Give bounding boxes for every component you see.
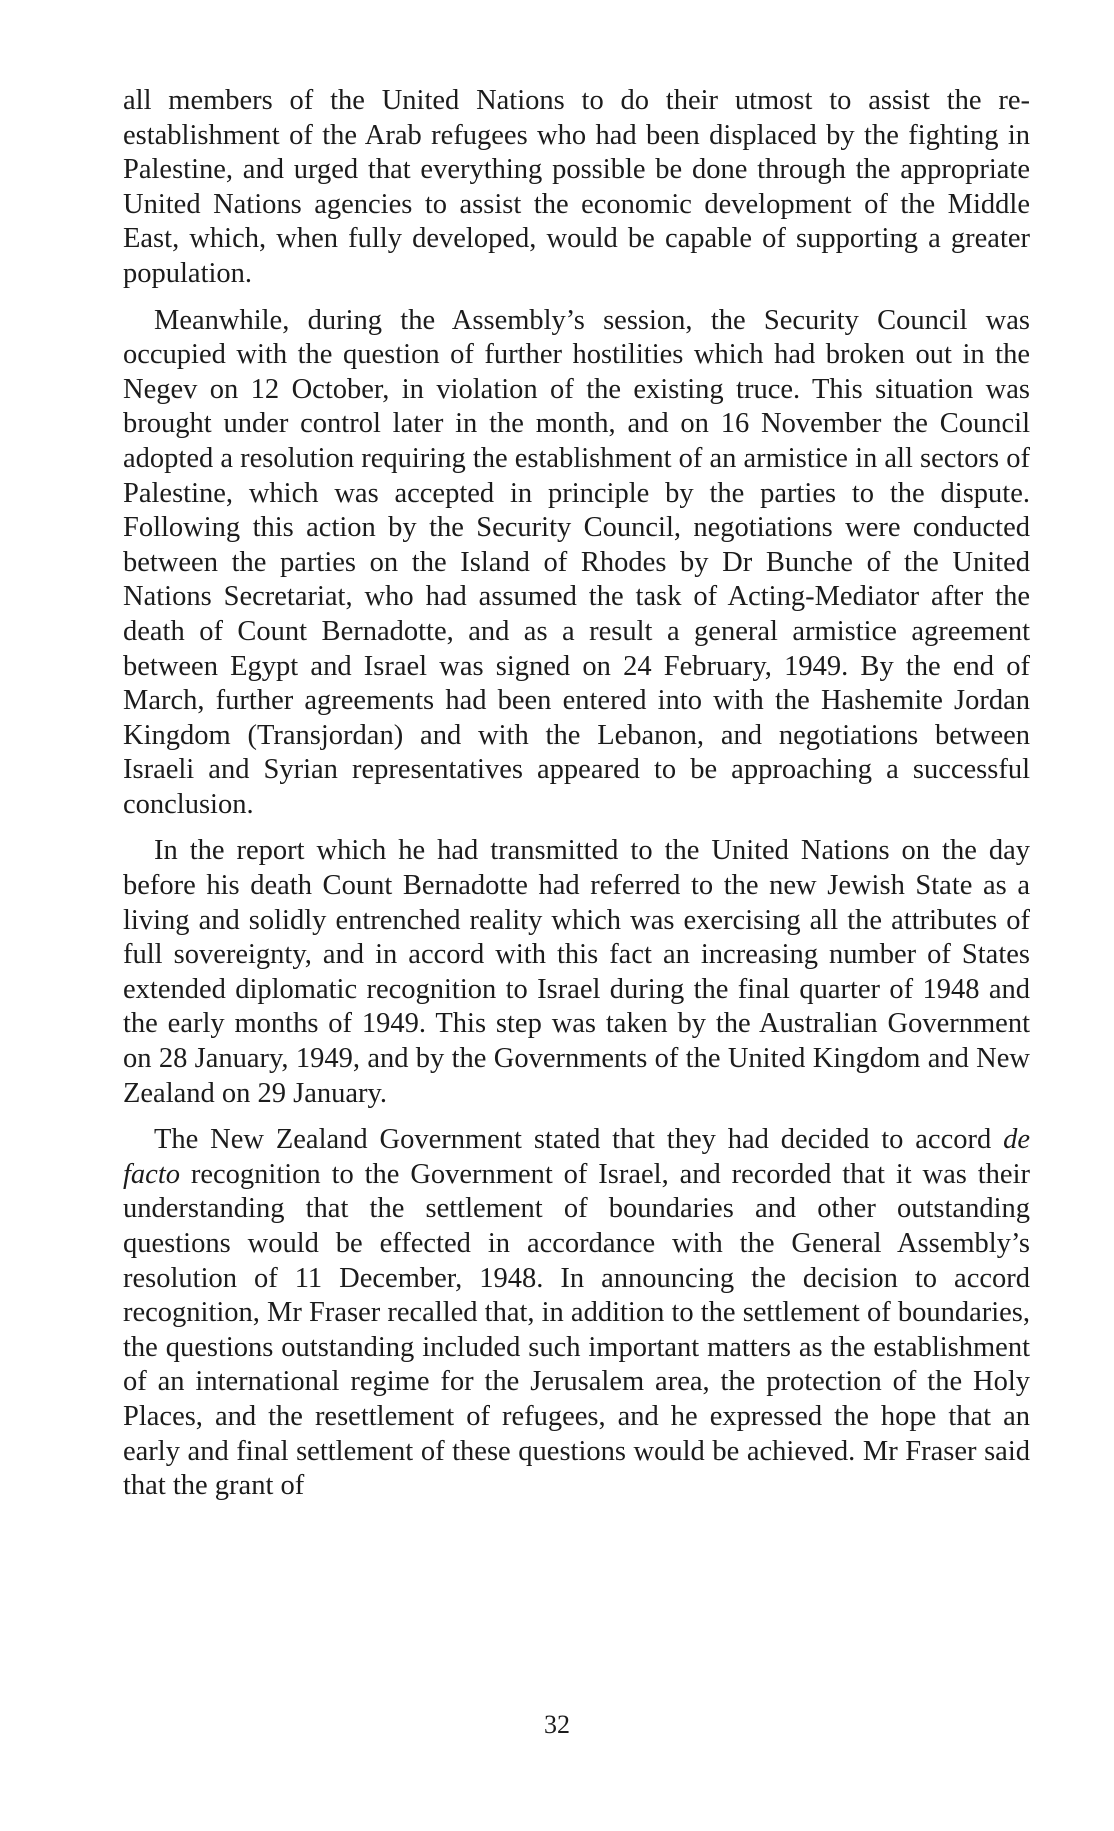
page-body	[123, 84, 1030, 1516]
paragraph-4-before: The New Zealand Government stated that they had decided to accord	[154, 1124, 1004, 1156]
paragraph-4	[123, 1123, 1030, 1504]
paragraph-4-after: recognition to the Government of Israel, and recorded that it was their understanding that the settlement of boundaries and other outstanding questions would be effected in accordance with the General Assembly’s resolution of 11 December, 1948. In announcing the decision to accord recognition, Mr Fraser recalled that, in addition to the settlement of boundaries, the questions outstanding included such important matters as the establishment of an international regime for the Jerusalem area, the protection of the Holy Places, and the resettlement of refugees, and he expressed the hope that an early and final settlement of these questions would be achieved. Mr Fraser said that the grant of	[123, 1158, 1030, 1502]
paragraph-2: Meanwhile, during the Assembly’s session, the Security Council was occupied with the question of further hostilities which had broken out in the Negev on 12 October, in violation of the existing truce. This situation was brought under control later in the month, and on 16 November the Council adopted a resolution requiring the establishment of an armistice in all sectors of Palestine, which was accepted in principle by the parties to the dispute. Following this action by the Security Council, negotiations were conducted between the parties on the Island of Rhodes by Dr Bunche of the United Nations Secretariat, who had assumed the task of Acting-Mediator after the death of Count Bernadotte, and as a result a general armistice agreement between Egypt and Israel was signed on 24 February, 1949. By the end of March, further agreements had been entered into with the Hashemite Jordan Kingdom (Transjordan) and with the Lebanon, and negotiations between Israeli and Syrian representatives appeared to be approaching a successful conclusion.	[123, 304, 1030, 820]
page-number: 32	[544, 1710, 570, 1739]
paragraph-1: all members of the United Nations to do their utmost to assist the re-establishment of the Arab refugees who had been displaced by the fighting in Palestine, and urged that everything possible be done through the appropriate United Nations agencies to assist the economic development of the Middle East, which, when fully developed, would be capable of supporting a greater population.	[123, 85, 1030, 289]
paragraph-4-italic: de facto	[123, 1124, 1030, 1190]
paragraph-3: In the report which he had transmitted to the United Nations on the day before his death Count Bernadotte had referred to the new Jewish State as a living and solidly entrenched reality which was exercising all the attributes of full sovereignty, and in accord with this fact an increasing number of States extended diplomatic recognition to Israel during the final quarter of 1948 and the early months of 1949. This step was taken by the Australian Government on 28 January, 1949, and by the Governments of the United Kingdom and New Zealand on 29 January.	[123, 835, 1030, 1109]
